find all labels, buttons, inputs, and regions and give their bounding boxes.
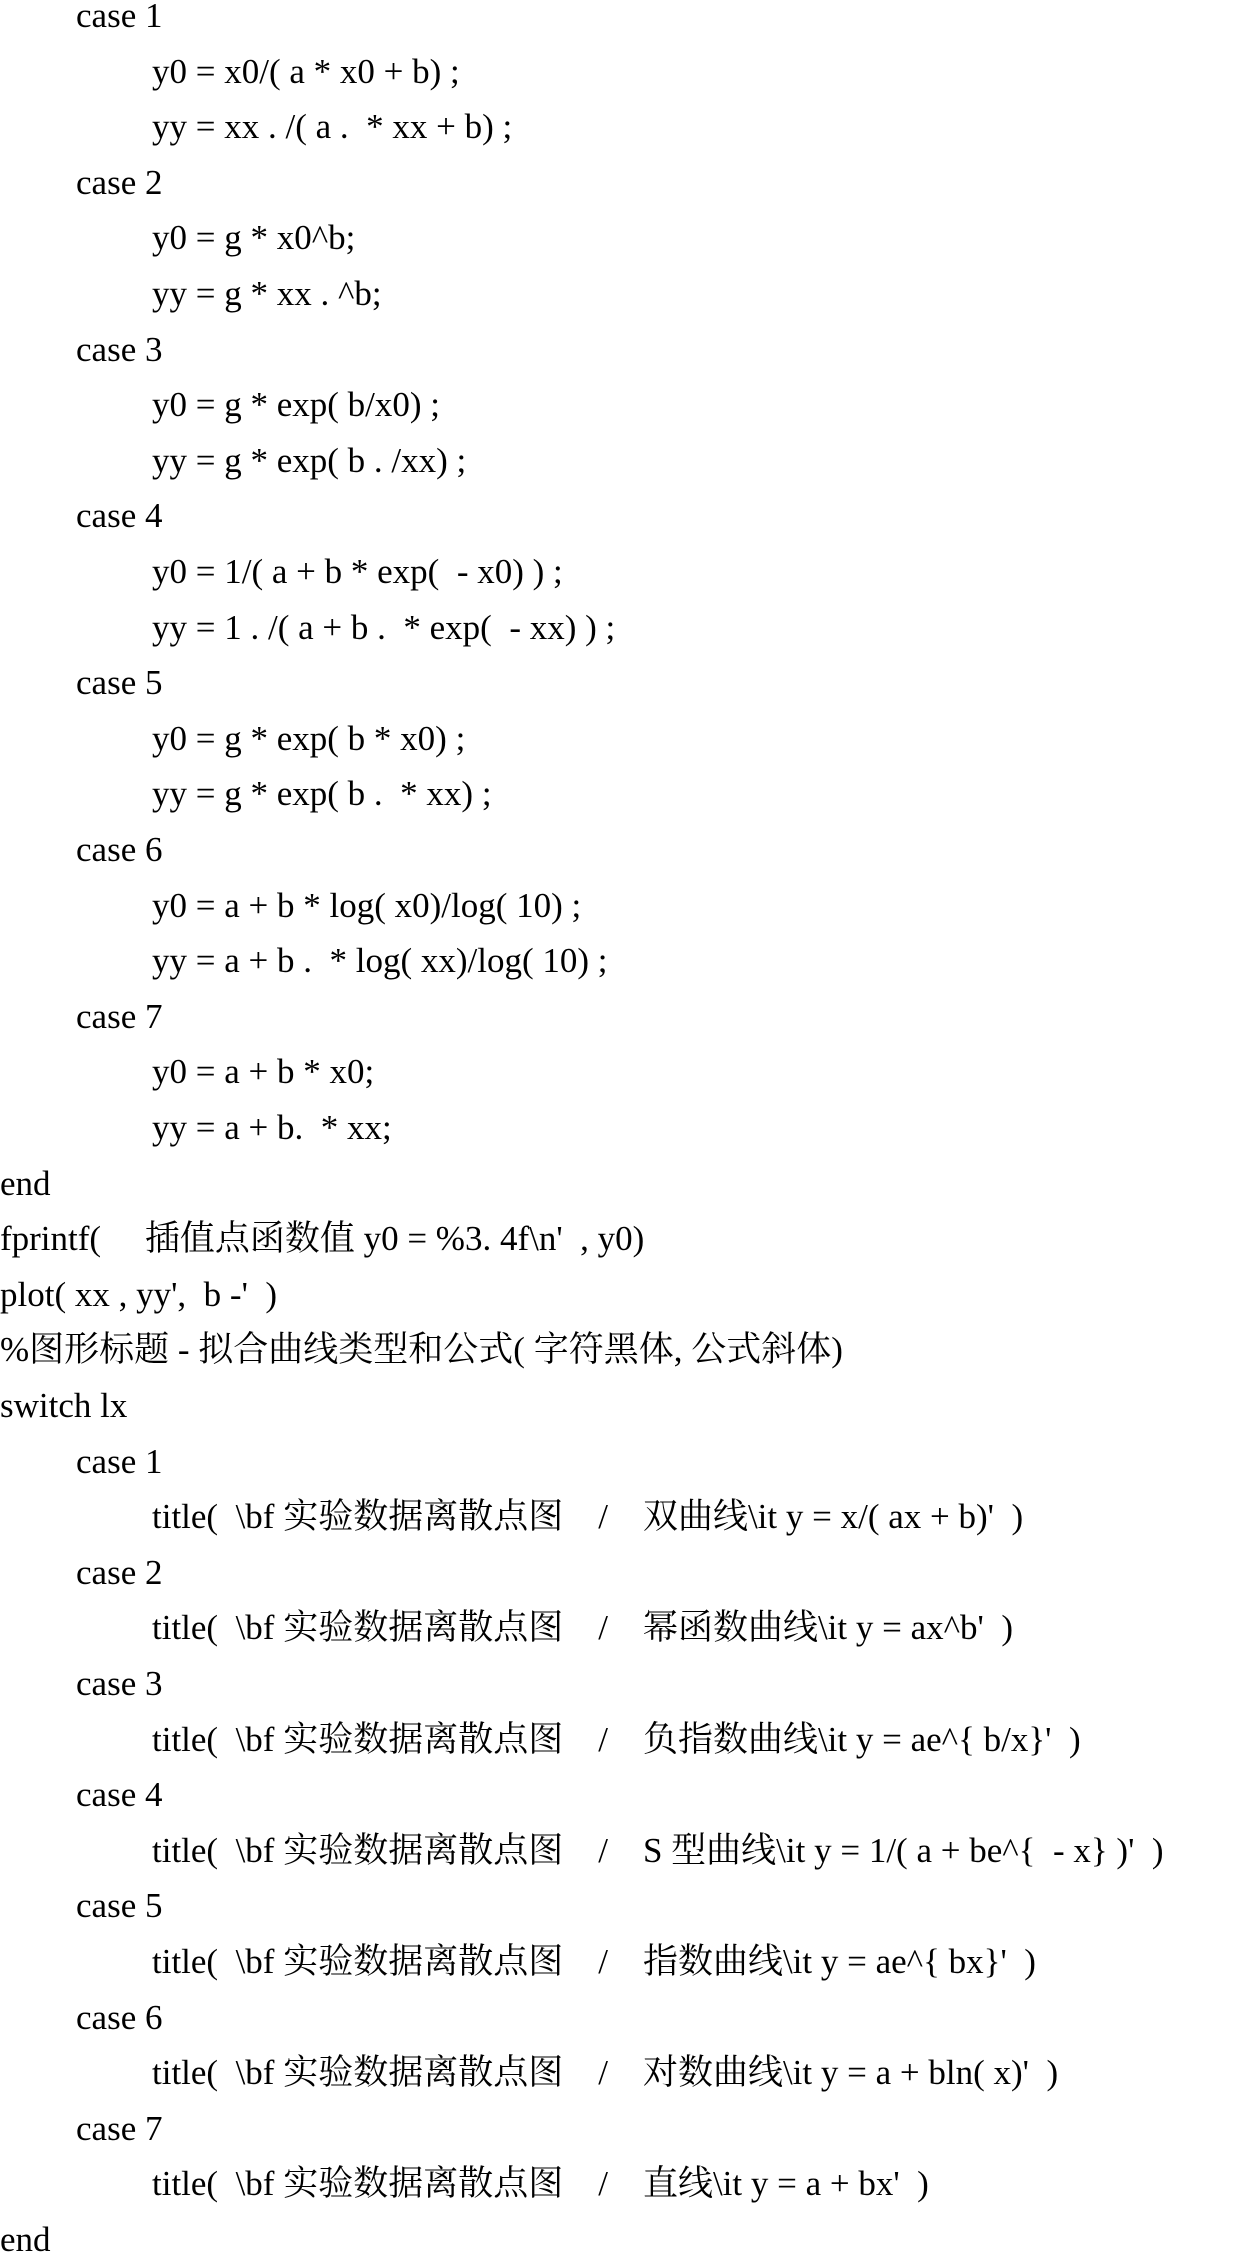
code-line: title( \bf 实验数据离散点图 / 幂函数曲线\it y = ax^b' ) bbox=[152, 1608, 1014, 1648]
code-line: switch lx bbox=[0, 1386, 128, 1425]
code-line: case 7 bbox=[76, 996, 163, 1036]
code-line: y0 = a + b * x0; bbox=[152, 1052, 375, 1092]
code-line: title( \bf 实验数据离散点图 / 直线\it y = a + bx' ) bbox=[152, 2164, 929, 2204]
code-line: case 4 bbox=[76, 496, 163, 536]
code-line: yy = a + b . * log( xx)/log( 10) ; bbox=[152, 941, 608, 981]
code-line: y0 = g * exp( b * x0) ; bbox=[152, 718, 466, 758]
code-line: case 3 bbox=[76, 329, 163, 369]
code-line: plot( xx , yy', b -' ) bbox=[0, 1274, 278, 1314]
code-line: case 6 bbox=[76, 1997, 163, 2037]
code-line: case 1 bbox=[76, 1441, 163, 1481]
code-line: y0 = g * x0^b; bbox=[152, 218, 356, 258]
code-line: title( \bf 实验数据离散点图 / 对数曲线\it y = a + bln( x)' ) bbox=[152, 2053, 1059, 2093]
code-line: case 2 bbox=[76, 1552, 163, 1592]
code-line: y0 = g * exp( b/x0) ; bbox=[152, 385, 441, 425]
code-line: case 2 bbox=[76, 162, 163, 202]
code-line: title( \bf 实验数据离散点图 / 指数曲线\it y = ae^{ bx}' ) bbox=[152, 1942, 1036, 1981]
code-line: title( \bf 实验数据离散点图 / 负指数曲线\it y = ae^{ b/x}' ) bbox=[152, 1719, 1081, 1759]
code-line: end bbox=[0, 1163, 51, 1203]
code-line: title( \bf 实验数据离散点图 / S 型曲线\it y = 1/( a + be^{ - x} )' ) bbox=[152, 1830, 1164, 1870]
code-line: yy = a + b. * xx; bbox=[152, 1108, 392, 1147]
code-line: yy = xx . /( a . * xx + b) ; bbox=[152, 107, 513, 147]
code-line: yy = g * exp( b . * xx) ; bbox=[152, 774, 492, 814]
code-line: yy = g * xx . ^b; bbox=[152, 274, 382, 313]
code-line: y0 = a + b * log( x0)/log( 10) ; bbox=[152, 885, 582, 925]
code-line: case 5 bbox=[76, 663, 163, 703]
code-line: case 1 bbox=[76, 0, 163, 35]
code-line: case 6 bbox=[76, 830, 163, 869]
code-line: %图形标题 - 拟合曲线类型和公式( 字符黑体, 公式斜体) bbox=[0, 1330, 843, 1370]
code-line: title( \bf 实验数据离散点图 / 双曲线\it y = x/( ax + b)' ) bbox=[152, 1497, 1024, 1537]
code-line: yy = 1 . /( a + b . * exp( - xx) ) ; bbox=[152, 607, 616, 647]
code-line: case 5 bbox=[76, 1886, 163, 1926]
code-line: y0 = x0/( a * x0 + b) ; bbox=[152, 51, 460, 91]
code-line: yy = g * exp( b . /xx) ; bbox=[152, 440, 467, 480]
code-line: case 4 bbox=[76, 1775, 163, 1815]
code-line: end bbox=[0, 2220, 51, 2259]
code-line: case 7 bbox=[76, 2108, 163, 2148]
code-line: fprintf( 插值点函数值 y0 = %3. 4f\n' , y0) bbox=[0, 1219, 645, 1259]
code-line: y0 = 1/( a + b * exp( - x0) ) ; bbox=[152, 552, 563, 591]
code-line: case 3 bbox=[76, 1664, 163, 1703]
